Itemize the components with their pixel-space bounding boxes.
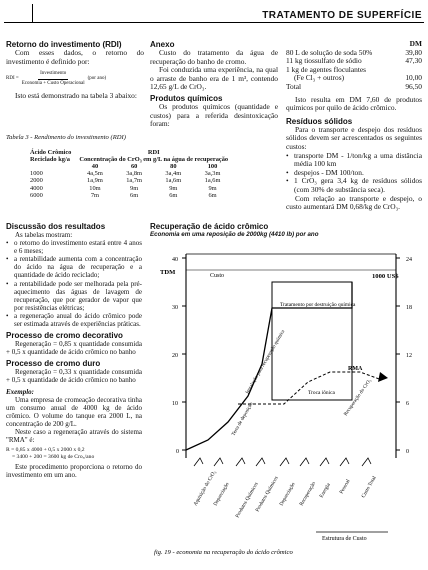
table-cell: 9m	[130, 184, 139, 192]
bottom-label: Aquisição do CrO₃	[192, 469, 218, 507]
anexo-section	[150, 40, 278, 129]
dm-item: 11 kg tiossulfato de sódio	[286, 56, 362, 66]
recuperacao-label: Recuperação do CrO₃	[343, 378, 373, 418]
table-cell: 1000	[30, 170, 43, 178]
dm-item: 1 kg de agentes floculantes	[286, 64, 367, 74]
rdi-formula-unit: (por ano)	[87, 75, 107, 81]
residuos-closing: Com relação ao transporte e despejo, o custo aumentará DM 0,68/kg de CrO₃.	[286, 193, 422, 212]
list-item: • o retorno do investimento estará entre 4 anos e 6 meses;	[6, 239, 142, 255]
decorativo-text: Regeneração = 0,85 x quantidade consumida + 0,5 x quantidade de ácido crômico no banho	[6, 340, 142, 357]
discussao-heading: Discussão dos resultados	[6, 222, 106, 231]
table-row	[26, 149, 232, 156]
table-cell: 3a,4m	[165, 170, 182, 178]
list-item: • a rentabilidade pode ser melhorada pela pré-aquecimento das águas de lavagem de recuperação, que por gerador de vapor que por resistências elétricas;	[6, 280, 142, 312]
arrow-icon	[340, 458, 349, 466]
estrutura-label: Estrutura de Custo	[322, 536, 367, 542]
dm-value: 39,80	[405, 47, 422, 57]
table3-conc-value: 100	[207, 163, 218, 170]
header-rule	[4, 22, 424, 23]
anexo-text: Custo do tratamento da água de recuperação do banho de cromo.	[150, 48, 278, 66]
table-cell: 6m	[169, 191, 178, 199]
left-tick-label: 40	[172, 257, 178, 263]
table-row	[26, 192, 232, 199]
right-tick-label: 12	[406, 353, 412, 359]
table3-conc-value: 60	[130, 163, 138, 170]
rma-label: RMA	[348, 366, 363, 372]
figure-caption: fig. 19 - economia na recuperação do ácido crômico	[154, 549, 293, 556]
table3-section	[6, 134, 286, 199]
produtos-text: Os produtos químicos (quantidade e custos) para a referida desintoxicação foram:	[150, 101, 278, 129]
arrow-icon	[280, 458, 289, 466]
arrow-icon	[256, 458, 265, 466]
right-tick-label: 18	[406, 305, 412, 311]
dm-row	[286, 83, 422, 92]
rdi-formula-denominator: Economia + Custo Operacional	[21, 80, 85, 86]
exemplo-text: Uma empresa de cromeação decorativa tinha um consumo anual de 4000 kg de ácido crômico. O volume do tanque era 2000 L, na concentração de 200 g/L.	[6, 395, 142, 428]
instalacao-label: Instalação para recuperação química	[245, 329, 287, 395]
dm-value: 10,00	[405, 73, 422, 83]
right-tick-label: 6	[406, 401, 409, 407]
table3-col1-header-2: Reciclado kg/a	[30, 155, 70, 163]
rdi-formula-lhs: RDI =	[6, 75, 19, 81]
table-row	[26, 163, 232, 170]
list-item: • a regeneração anual do ácido crômico pode ser estimada através de experiências práticas.	[6, 312, 142, 328]
table3-conc-header: Concentração do CrO₃ em g/L na água de recuperação	[79, 155, 229, 163]
exemplo-text-2: Neste caso a regeneração através do sistema "RMA" é:	[6, 427, 142, 445]
dm-after: Isto resulta em DM 7,60 de produtos químicos por quilo de ácido crômico.	[286, 94, 422, 113]
header-title: TRATAMENTO DE SUPERFÍCIE	[262, 10, 422, 21]
table-cell: 6000	[30, 191, 43, 199]
custo-label: Custo	[210, 273, 225, 279]
arrow-icon	[300, 458, 309, 466]
bottom-label: Depreciação	[212, 481, 231, 507]
table-cell: 7m	[90, 191, 100, 199]
exemplo-formula	[6, 447, 142, 460]
dm-row	[286, 74, 422, 83]
arrow-icon	[214, 458, 223, 466]
figure-title: Recuperação de ácido crômico	[150, 222, 269, 231]
exemplo-formula-line: R = 0,85 x 4000 + 0,5 x 2000 x 0,2	[6, 447, 85, 454]
header-tick	[32, 4, 33, 22]
table-row	[26, 185, 232, 192]
destruction-box	[272, 282, 352, 400]
anexo-heading: Anexo	[150, 40, 175, 49]
dm-value: 47,30	[405, 56, 422, 66]
table3-conc-value: 40	[91, 163, 99, 170]
table-cell: 1a,7m	[126, 177, 143, 185]
bottom-label: Custo Total	[360, 475, 378, 499]
box-label-text: Tratamento por destruição química	[280, 302, 356, 308]
table3-conc-value: 80	[170, 163, 177, 170]
dm-item: 80 L de solução de soda 50%	[286, 47, 373, 57]
right-unit-label: 1000 US$	[372, 273, 399, 280]
right-tick-label: 24	[406, 257, 412, 263]
table-cell: 1a,9m	[87, 177, 103, 185]
table-cell: 2000	[30, 177, 43, 185]
anexo-text-2: Foi conduzida uma experiência, na qual o arraste de banho era de 1 m³, contendo 12,65 g/L de CrO₃.	[150, 65, 278, 92]
bottom-label: Depreciação	[278, 481, 297, 507]
dm-label: DM	[409, 39, 422, 48]
list-item: • a rentabilidade aumenta com a concentração do ácido na água de recuperação e a quantidade de ácido reciclado;	[6, 255, 142, 279]
table-cell: 3a,3m	[204, 170, 221, 178]
list-item: • transporte DM - 1/ton/kg a uma distância média 100 km	[286, 152, 422, 169]
discussao-intro: As tabelas mostram:	[15, 231, 73, 239]
decorativo-heading: Processo de cromo decorativo	[6, 331, 123, 341]
rdi-formula-fraction	[22, 70, 85, 88]
table-cell: 6m	[130, 191, 139, 199]
left-unit-label: TDM	[160, 269, 176, 276]
bottom-label: Pessoal	[338, 478, 352, 495]
right-tick-label: 0	[406, 449, 409, 455]
discussao-section	[6, 222, 142, 480]
dm-item: (Fe Cl₃ + outros)	[294, 73, 345, 83]
arrow-icon	[320, 458, 329, 466]
right-ticks	[396, 257, 412, 455]
table3-caption: Tabela 3 - Rendimento do investimento (RDI)	[6, 134, 126, 141]
arrow-icon	[362, 458, 371, 466]
rdi-section	[6, 40, 144, 101]
duro-heading: Processo de cromo duro	[6, 359, 101, 369]
exemplo-heading: Exemplo:	[6, 387, 34, 396]
table-cell: 1a,6m	[204, 177, 221, 185]
figure-subtitle: Economia em uma reposição de 2000kg (4410 lb) por ano	[150, 231, 319, 238]
table-cell: 4a,5m	[87, 170, 103, 178]
list-item: • despejos - DM 100/ton.	[286, 169, 422, 178]
list-item: • 1 CrO₃ gera 3,4 kg de resíduos sólidos (com 30% de substância seca).	[286, 177, 422, 194]
bottom-label: Produtos Químicos	[234, 481, 260, 519]
cost-structure-figure	[150, 244, 422, 556]
left-tick-label: 20	[172, 353, 178, 359]
table-row	[26, 177, 232, 184]
table-cell: 6m	[208, 191, 217, 199]
table3-rdi-header: RDI	[147, 148, 160, 156]
left-tick-label: 10	[172, 401, 178, 407]
bottom-label: Recuperação	[298, 480, 318, 507]
arrow-icon	[236, 458, 245, 466]
dm-item: Total	[286, 81, 302, 91]
bottom-label: Produtos Químicos	[254, 475, 280, 513]
exemplo-closing: Este procedimento proporciona o retorno do investimento em um ano.	[6, 463, 142, 480]
rma-arrow-icon	[378, 372, 388, 382]
table-row	[26, 170, 232, 177]
table3	[26, 149, 232, 199]
table-cell: 9m	[208, 184, 217, 192]
box-label	[280, 302, 356, 308]
table-cell: 3a,8m	[126, 170, 143, 178]
bottom-labels	[193, 470, 378, 519]
discussao-list	[6, 239, 142, 328]
table-cell: 10m	[89, 184, 101, 192]
table-cell: 1a,6m	[165, 177, 182, 185]
table-row	[26, 156, 232, 163]
left-tick-label: 30	[172, 305, 178, 311]
terra-label: Terra de deposição	[231, 401, 255, 437]
residuos-heading: Resíduos sólidos	[286, 116, 353, 126]
dm-section	[286, 40, 422, 212]
rdi-heading: Retorno do investimento (RDI)	[6, 40, 122, 49]
left-ticks	[172, 257, 186, 455]
rdi-formula	[6, 70, 144, 88]
left-tick-label: 0	[176, 449, 179, 455]
exemplo-formula-line: = 3400 + 200 = 3600 kg de Cro₃/ano	[12, 453, 95, 460]
arrow-icon	[194, 458, 203, 466]
bottom-label: Energia	[318, 482, 332, 499]
residuos-list	[286, 152, 422, 195]
rdi-formula-numerator: Investimento	[38, 70, 68, 80]
duro-text: Regeneração = 0,33 x quantidade consumida + 0,5 x quantidade de ácido crômico no banho	[6, 368, 142, 385]
troca-label: Troca iônica	[308, 390, 335, 396]
page-header	[4, 4, 424, 24]
figure-section	[150, 222, 422, 240]
dm-value: 96,50	[405, 81, 422, 91]
table3-col1-header: Ácido Crômico	[30, 148, 72, 156]
produtos-heading: Produtos químicos	[150, 93, 223, 103]
table-cell: 9m	[169, 184, 178, 192]
table-cell: 4000	[30, 184, 43, 192]
rdi-intro: Com esses dados, o retorno do investimento é definido por:	[6, 48, 144, 66]
residuos-intro: Para o transporte e despejo dos resíduos sólidos devem ser acrescentados os seguintes custos:	[286, 124, 422, 151]
rdi-after: Isto está demonstrado na tabela 3 abaixo:	[15, 91, 137, 101]
bottom-arrows	[194, 458, 371, 466]
